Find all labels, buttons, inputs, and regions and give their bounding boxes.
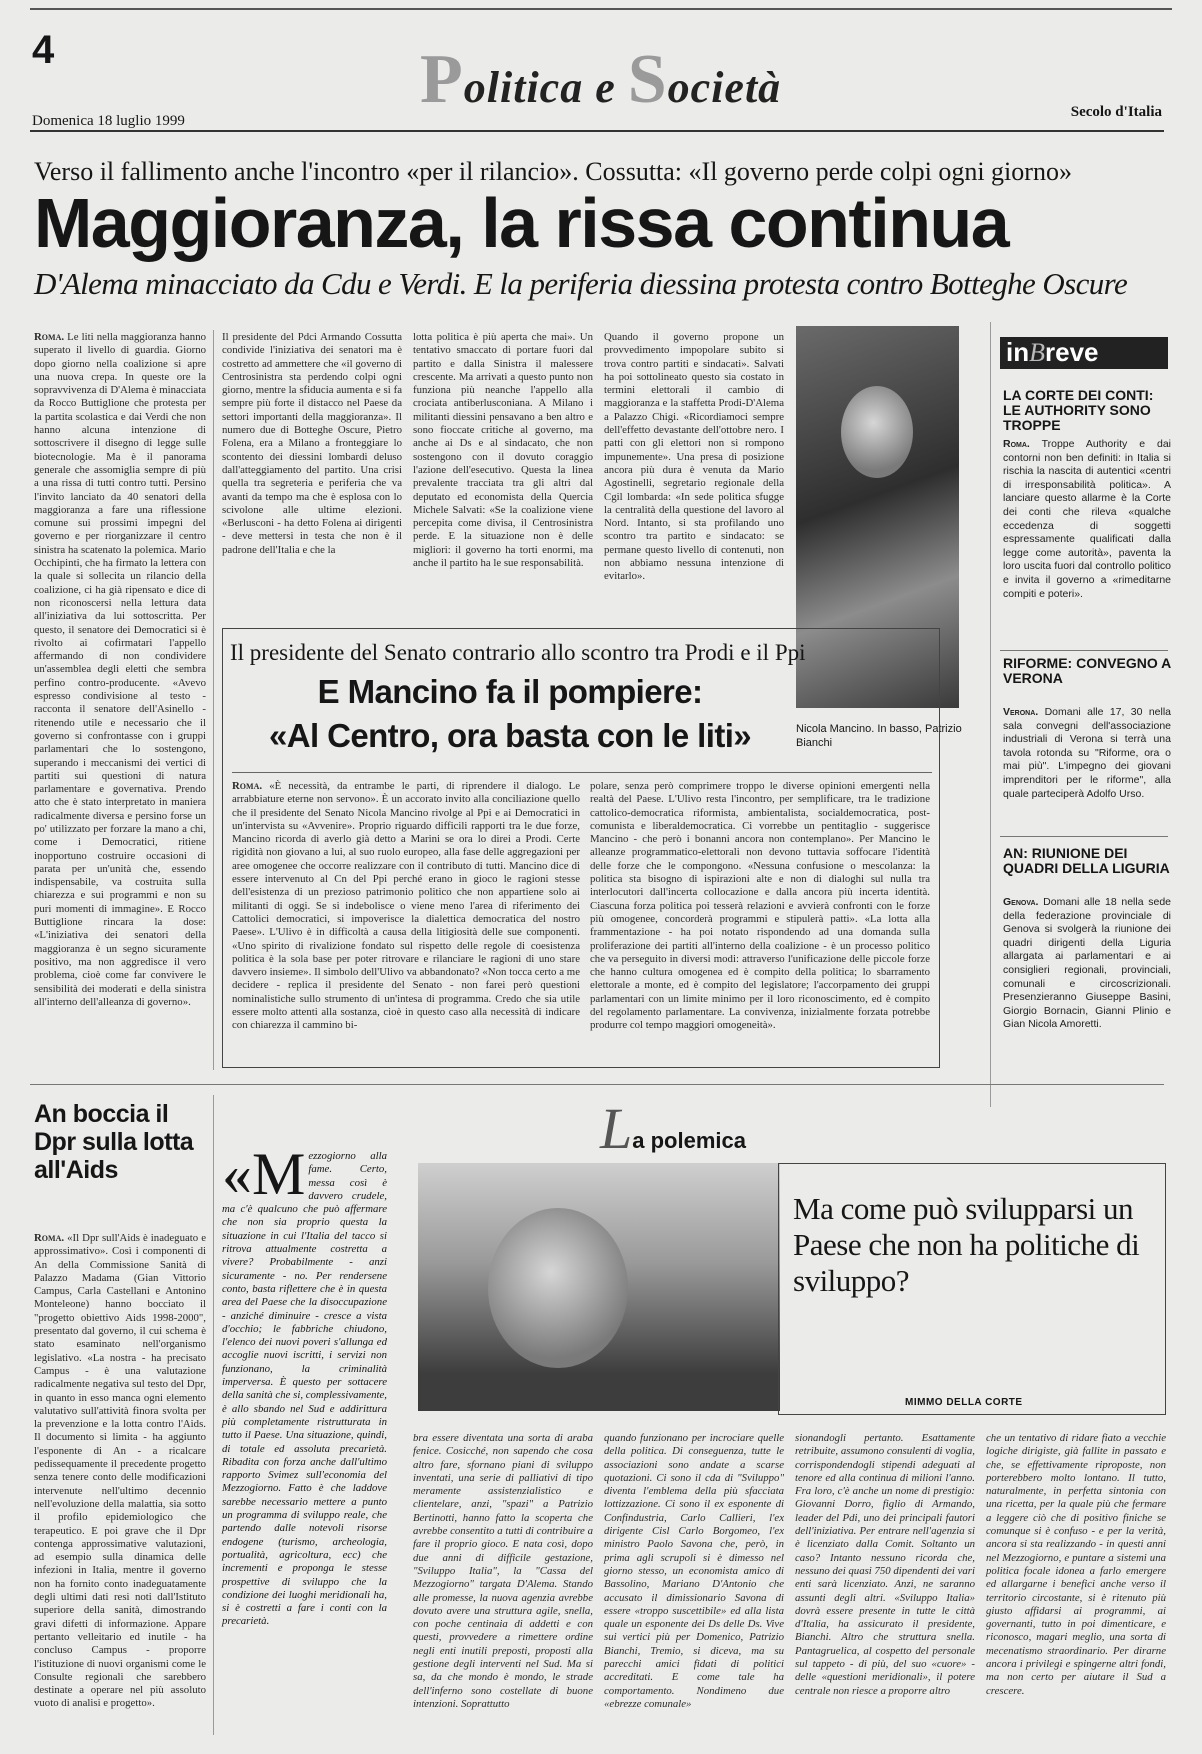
lower-rule xyxy=(30,1084,1164,1085)
in-breve-logo xyxy=(1000,337,1168,369)
brief-3-title: AN: RIUNIONE DEI QUADRI DELLA LIGURIA xyxy=(1003,845,1170,876)
column-divider xyxy=(213,330,214,1070)
newspaper-name: Secolo d'Italia xyxy=(1070,104,1162,120)
section-initial-s: S xyxy=(627,41,668,118)
lead-column-1-text: Le liti nella maggioranza hanno superato il livello di guardia. Giorno dopo giorno nella coalizione si apre una nuova crepa. In queste ore la sopravvivenza di D'Alema è minacciata da Rocco Buttiglione che protesta per la partita scolastica e dai Verdi che non hanno alcuna intenzione di sottoscrivere il disegno di legge sulle biotecnologie. Ma è il panorama generale che assomiglia sempre di più a una rissa di tutti contro tutti. Persino l'invito lanciato da 40 senatori della maggioranza a fare una riflessione comune sui prossimi impegni del governo e per riorganizzare il centro sinistra ha scatenato la polemica. Mario Occhipinti, che ha firmato la lettera con la quale si sollecita un rilancio della coalizione, ci ha già ripensato e dice di non riconoscersi nella lettura data all'iniziativa da lui sottoscritta. Per questo, il senatore dei Democratici si è rivolto ai cofirmatari l'appello affermando di non condividere un'assemblea degli eletti che sembra perfino contro-producente. «Avevo espresso condivisione al testo - racconta il senatore dell'Asinello - ritenendo utile e necessario che il governo si confrontasse con i gruppi parlamentari che lo sostengono, superando i meccanismi dei vertici di partiti sui questioni di natura parlamentare e governativa. Prendo atto che è stato interpretato in maniera radicalmente diversa e persino forse un po' utilizzato per forzare la mano a chi, come i Democratici, ritiene inopportuno costruire occasioni di parata per un'unità che, essendo indispensabile, va costruita sulla chiarezza e sui programmi e non su puri momenti di immagine». E Rocco Buttiglione rincara la dose: «L'iniziativa dei senatori della maggioranza è un segno sicuramente positivo, ma non aggredisce il vero problema, cioè come far convivere le sensibilità dei moderati e della sinistra all'interno dell'alleanza di governo». xyxy=(34,331,207,1008)
brief-1-dateline: Roma. xyxy=(1003,438,1030,450)
sidebar-divider xyxy=(990,322,991,1107)
brief-3-dateline: Genova. xyxy=(1003,896,1039,908)
header-rule xyxy=(30,130,1164,132)
polemica-column-3: quando funzionano per incrociare quelle della politica. Di conseguenza, tutte le associazioni sono andate a scarse quotazioni. Ci sono il cda di "Sviluppo" diventa l'emblema della più sfacciata lottizzazione. Ci sono il ex esponente di Confindustria, Carlo Callieri, l'ex dirigente Cisl Carlo Borgomeo, l'ex ministro Paolo Savona che, però, in prima agli scrupoli si è dimesso nel giorno stesso, un economista amico di Bassolino, Mariano D'Antonio che accusato il dimissionario Savona di essere «troppo suscettibile» ed alla lista quale un esponente dei Ds delle Ds. Vive sui vertici più per Domenico, Patrizio Bianchi, Tremio, si diceva, ma su parecchi amici fidati di politici accreditati. E come tale ha comportamento. Nondimeno due «ebrezze comunale» xyxy=(604,1432,784,1710)
brief-2-text xyxy=(1003,706,1171,828)
section-title-part1: olitica e xyxy=(463,63,628,112)
polemica-lead-text: ezzogiorno alla fame. Certo, messa così è davvero crudele, ma c'è qualcuno che può affermare che non sia proprio questa la situazione in cui l'Italia del tacco si ritrova attualmente costretta a vivere? Probabilmente - anzi sicuramente - no. Per rendersene conto, basta riflettere che è in questa area del Paese che la disoccupazione - anziché diminuire - cresce a vista d'occhio; le fabbriche chiudono, l'elenco dei nuovi poveri s'allunga ed accoglie nuovi iscritti, i servizi non funzionano, la criminalità imperversa. È questo per sottacere della sanità che si, complessivamente, è allo sbando nel Sud e addirittura più completamente ristrutturata in tutto il Paese. Una situazione, quindi, di totale ed assoluta precarietà. Ribadita con forza anche dall'ultimo rapporto Svimez sull'economia del Mezzogiorno. Fatto è che laddove sarebbe necessario mettere a punto un programma di sviluppo reale, che partendo dalle notevoli risorse endogene (turismo, archeologia, portualità, agricoltura, ecc) che incrementi e proponga le stesse prospettive di sviluppo che la condizione dei luoghi meridionali ha, si è costretti a fare i conti con la precarietà. xyxy=(222,1150,387,1628)
brief-1-text xyxy=(1003,438,1171,650)
polemica-dropcap: «M xyxy=(222,1141,306,1207)
mancino-dateline: Roma. xyxy=(232,780,263,792)
brief-separator xyxy=(1000,650,1168,651)
photo-caption: Nicola Mancino. In basso, Patrizio Bianchi xyxy=(796,723,962,749)
mancino-title xyxy=(230,670,790,758)
polemica-label-text: a polemica xyxy=(632,1128,746,1153)
page-number: 4 xyxy=(32,28,55,72)
in-breve-logo-rest: reve xyxy=(1045,337,1099,367)
mancino-title-line-1: E Mancino fa il pompiere: xyxy=(317,673,703,710)
section-title xyxy=(420,40,781,120)
mancino-column-2: polare, senza però comprimere troppo le diverse opinioni emergenti nella realtà del Paese. L'Ulivo resta l'incontro, per semplificare, tra le tradizione cattolico-democratica riformista, ambientalista, socialdemocratica, post-comunista e liberaldemocratica. Ci vorrebbe un pentitaglio - suggerisce Mancino - che però i bonanni ancora non contemplano». Per Mancino le alleanze programmatico-elettorali non devono tuttavia soffocare l'identità delle forze che le compongono. «Nessuna confusione o mescolanza: la politica sta bisogno di ispirazioni alte e non di dialoghi sul nulla tra interlocutori dall'incerta collocazione e dalla ancora più incerta identità. Ciascuna forza politica poi tesserà relazioni e avvierà confronti con le forze più omogenee, concorderà programmi e stipulerà patti». «La lotta alla frammentazione - ha poi notato rispondendo ad una domanda sulla proliferazione dei partiti all'interno della coalizione - è un processo politico che va perseguito in diversi modi: attraverso l'unificazione delle piccole forze che hanno cultura omogenea ed è compito della politica; lo sbarramento elettorale a monte, ed è compito del legislatore; l'accorpamento dei gruppi parlamentari con un limite minimo per il loro riconoscimento, ed è compito del regolamento parlamentare. La convivenza, inizialmente forzata potrebbe produrre col tempo maggiori omogeneità». xyxy=(590,780,930,1032)
section-title-part2: ocietà xyxy=(667,63,782,112)
in-breve-logo-in: in xyxy=(1006,337,1030,367)
polemica-column-2: bra essere diventata una sorta di araba fenice. Cosicché, non sapendo che cosa altro fare, sfornano piani di sviluppo inventati, una serie di palliativi di tipo meramente assistenzialistico e clientelare, anzi, "spazi" a Patrizio Bertinotti, hanno fatto la scoperta che avrebbe consentito a tutti di contribuire a fare il proprio gioco. E nata così, dopo due anni di difficile gestazione, "Sviluppo Italia", la "Cassa del Mezzogiorno" targata D'Alema. Stando alle promesse, la nuova agenzia avrebbe dovuto avere una struttura agile, snella, con poche centinaia di addetti e con questi, provvedere a rimettere ordine negli enti inutili preposti, proposti alla gestione degli interventi nel Sud. Ma si sa, da che mondo è mondo, le strade dell'inferno sono costellate di buone intenzioni. Soprattutto xyxy=(413,1432,593,1710)
lead-column-4: Quando il governo propone un provvedimento impopolare subito si trova contro partiti e sindacati». Salvati ha poi sottolineato questo sia costato in termini elettorali il cambio di maggioranza e la staffetta Prodi-D'Alema a Palazzo Chigi. «Ricordiamoci sempre dell'effetto devastante dell'ottobre nero. I patti con gli elettori non si rompono impunemente». Una presa di posizione ancora più dura è venuta da Mario Agostinelli, segretario regionale della Cgil lombarda: «In sede politica sfugge la centralità della questione del lavoro al Nord. Intanto, si sta profilando uno scontro tra partito e sindacato: se permane questo livello di contenuti, non non abbiamo nessuna intenzione di evitarlo». xyxy=(604,331,784,583)
lead-column-2: Il presidente del Pdci Armando Cossutta condivide l'iniziativa dei senatori ma è costretto ad ammettere che «il governo di Centrosinistra sta perdendo colpi ogni giorno, mentre la sfiducia aumenta e si fa sempre più forte il distacco nel Paese da settori importanti della maggioranza». Il numero due di Botteghe Oscure, Pietro Folena, era a Milano a fronteggiare lo scontento dei diessini lombardi deluso dall'atteggiamento del partito. Una crisi quella tra segreteria e periferia che va avanti da tempo ma che è esplosa con lo scivolone alle ultime elezioni. «Berlusconi - ha detto Folena ai dirigenti - deve mettersi in testa che non è il padrone dell'Italia e che la xyxy=(222,331,402,556)
issue-date: Domenica 18 luglio 1999 xyxy=(32,113,185,129)
mancino-title-line-2: «Al Centro, ora basta con le liti» xyxy=(268,717,752,754)
lead-dateline: Roma. xyxy=(34,331,65,343)
aids-text: «Il Dpr sull'Aids è inadeguato e approssimativo». Così i componenti di An della Commissione Sanità di Palazzo Madama (Gian Vittorio Campus, Carla Castellani e Antonino Monteleone) hanno bocciato il "progetto obiettivo Aids 1998-2000", presentato dal governo, il cui schema è stato esaminato nell'organismo legislativo. «La nostra - ha precisato Campus - è una valutazione radicalmente negativa sul testo del Dpr, in quanto in esso manca ogni elemento valutativo sull'attività finora svolta per la prevenzione e la lotta contro l'Aids. Il documento si limita - ha aggiunto l'esponente di An - a ricalcare pedissequamente il precedente progetto senza tenere conto delle modificazioni intervenute nell'ultimo decennio nell'evoluzione della malattia, sia sotto il profilo epidemiologico che terapeutico. E poi grave che il Dpr contenga approssimative valutazioni, ad esempio sulla dinamica delle infezioni in Italia, mentre il governo non ha fornito conto inadeguatamente degli ultimi dati resi noti dall'Istituto superiore della sanità, dimostrando gravi difetti di informazione. Appare pertanto velleitario ed inutile - ha concluso Campus - proporre l'istituzione di nuovi organismi come le Consulte regionali che sarebbero destinate a operare nel più assoluto vuoto di analisi e progetto». xyxy=(34,1232,206,1710)
polemica-lead-paragraph xyxy=(222,1141,387,1628)
lead-kicker: Verso il fallimento anche l'incontro «per il rilancio». Cossutta: «Il governo perde colpi ogni giorno» xyxy=(34,157,1072,186)
photo-patrizio-bianchi xyxy=(418,1163,780,1411)
polemica-initial: L xyxy=(600,1096,633,1161)
top-rule xyxy=(30,8,1172,10)
polemica-label xyxy=(600,1095,746,1162)
polemica-question: Ma come può svilupparsi un Paese che non ha politiche di sviluppo? xyxy=(793,1191,1140,1298)
brief-1-body: Troppe Authority e dai contorni non ben definiti: in Italia si rischia la nascita di autentici «centri di irresponsabilità politica». A lanciare questo allarme è la Corte dei conti che rileva «qualche eccedenza di soggetti espressamente qualificati dalla legge come autorità», paventa la loro uscita fuori dal controllo politico e invita il governo a «rimeditarne compiti e poteri». xyxy=(1003,438,1171,600)
photo-face xyxy=(841,386,913,478)
polemica-dropcap-letter: M xyxy=(252,1141,306,1207)
polemica-column-4: sionandogli pertanto. Esattamente retribuite, assumono consulenti di voglia, corrispondendogli stipendi adeguati al tenore ed alla continua di milioni l'anno. Fra loro, c'è anche un nome di prestigio: Giovanni Dorro, figlio di Armando, leader del Pdi, uno dei principali fautori dell'iniziativa. Per entrare nell'agenzia si è licenziato dalla Comit. Soltanto un caso? Intanto nessuno ricorda che, nessuno dei quasi 750 dipendenti dei vari enti sarà licenziato. Anzi, ne saranno assunti degli altri. «Sviluppo Italia» dovrà essere presente in tutte le città d'Italia, ha assicurato il presidente, Bianchi. Altro che struttura snella. Pantagruelica, al cospetto del personale sul tappeto - di più, del suo «cuore» - delle «questioni meridionali», il potere centrale non riesce a proporre altro xyxy=(795,1432,975,1697)
mancino-column-1-text: «È necessità, da entrambe le parti, di riprendere il dialogo. Le arrabbiature eterne non servono». È un accorato invito alla conciliazione quello che il presidente del Senato Nicola Mancino rivolge al Ppi e ai Democratici in un'intervista su «Avvenire». Proprio riguardo difficili rapporti tra le due forze, Mancino ricorda di averlo già detto a Marini se ora lo direi a Prodi. Certe rigidità non giovano a lui, al suo ruolo europeo, alla fase delle aggregazioni per aree omogenee che occorre realizzare con il contributo di tutti. Mancino dice di essere intervenuto al Cn del Ppi perché erano in gioco le ragioni stesse dell'esistenza di un prezioso patrimonio politico che non appartiene solo ai militanti di oggi. Se si indebolisce o viene meno l'area di riferimento dei Cattolici democratici, si impoverisce la dialettica democratica del nostro Paese». L'Ulivo è in difficoltà a causa della litigiosità delle sue componenti. «Uno spirito di rivalizione fondato sul rispetto delle regole di coesistenza politica è la sola base per poter ritrovare e rilanciare le ragioni di uno stare davvero insieme». Il simbolo dell'Ulivo va abbandonato? «Non tocca certo a me decidere - replica il presidente del Senato - non farei però questioni nominalistiche sullo strumento di un'intesa di programma. Credo che sia utile essere molto attenti alla sostanza, cioè in questo caso alla necessità di indicare con chiarezza il cammino bi- xyxy=(232,780,580,1032)
lead-column-1 xyxy=(34,331,206,1071)
brief-1-title: LA CORTE DEI CONTI: LE AUTHORITY SONO TROPPE xyxy=(1003,387,1154,433)
polemica-byline: MIMMO DELLA CORTE xyxy=(905,1397,1023,1408)
in-breve-logo-b: B xyxy=(1029,338,1045,367)
brief-3-body: Domani alle 18 nella sede della federazione provinciale di Genova si svolgerà la riunione dei quadri dirigenti della Liguria allargata ai parlamentari e ai consiglieri regionali, provinciali, comunali e circoscrizionali. Presenzieranno Giuseppe Basini, Giorgio Bornacin, Gianni Plinio e Gian Nicola Amoretti. xyxy=(1003,896,1172,1031)
brief-separator xyxy=(1000,836,1168,837)
brief-2-title: RIFORME: CONVEGNO A VERONA xyxy=(1003,655,1171,686)
polemica-column-5: che un tentativo di ridare fiato a vecchie logiche dirigiste, già fallite in passato e che, se effettivamente riproposte, non porterebbero molto lontano. Il tutto, naturalmente, in perfetta sintonia con una ricetta, per la quale più che fermare a leggere ciò che di positivo finiche se comunque si è confuso - e per la verità, ancora si sta realizzando - in questi anni nel Mezzogiorno, e puntare a sistemi una politica focale idonea a farlo emergere ed allargarne i benefici anche verso il territorio circostante, si è ritenuto più giusto affidarsi ai programmi, ai governanti, tutto in poi dimenticare, e riconosco, magari meglio, una sorta di mecenatismo straordinario. Per dirarne ancora i privilegi e spingerne altri fondi, ma non certo per aiutare il Sud a crescere. xyxy=(986,1432,1166,1697)
photo-face xyxy=(488,1208,628,1368)
lead-column-3: lotta politica è più aperta che mai». Un tentativo smaccato di portare fuori dal partito e dalla Sinistra il malessere crescente. Ma arrivati a questo punto non funziona più neanche l'appello alla crociata antiberlusconiana. A Milano i militanti diessini pensavano a ben altro e sono fioccate critiche al governo, ma anche ai Ds e al sindacato, che non sostengono con il dovuto coraggio l'azione dell'esecutivo. Questa la linea prevalente tracciata tra gli altri dal deputato ed economista della Quercia Michele Salvati: «Se la coalizione viene percepita come divisa, il Centrosinistra perde. E la situazione non è delle migliori: il governo ha torti enormi, ma anche il partito ha le sue responsabilità. xyxy=(413,331,593,570)
mancino-column-1 xyxy=(232,780,580,1062)
lead-subhead: D'Alema minacciato da Cdu e Verdi. E la periferia diessina protesta contro Botteghe Oscure xyxy=(34,266,1128,301)
section-initial-p: P xyxy=(420,41,464,118)
brief-2-dateline: Verona. xyxy=(1003,706,1039,718)
mancino-rule xyxy=(232,772,932,773)
aids-dateline: Roma. xyxy=(34,1232,65,1244)
mancino-kicker: Il presidente del Senato contrario allo scontro tra Prodi e il Ppi xyxy=(230,640,806,665)
polemica-column-1-cont xyxy=(222,1425,387,1735)
lead-headline: Maggioranza, la rissa continua xyxy=(34,184,1009,262)
brief-2-body: Domani alle 17, 30 nella sala convegni dell'associazione industriali di Verona si terrà una tavola rotonda su "Riforme, ora o mai più". L'impegno dei giovani imprenditori per le riforme", alla quale parteciperà Adolfo Urso. xyxy=(1003,706,1172,800)
column-divider xyxy=(213,1095,214,1735)
aids-title: An boccia il Dpr sulla lotta all'Aids xyxy=(34,1100,194,1184)
aids-column xyxy=(34,1232,206,1732)
brief-3-text xyxy=(1003,896,1171,1106)
